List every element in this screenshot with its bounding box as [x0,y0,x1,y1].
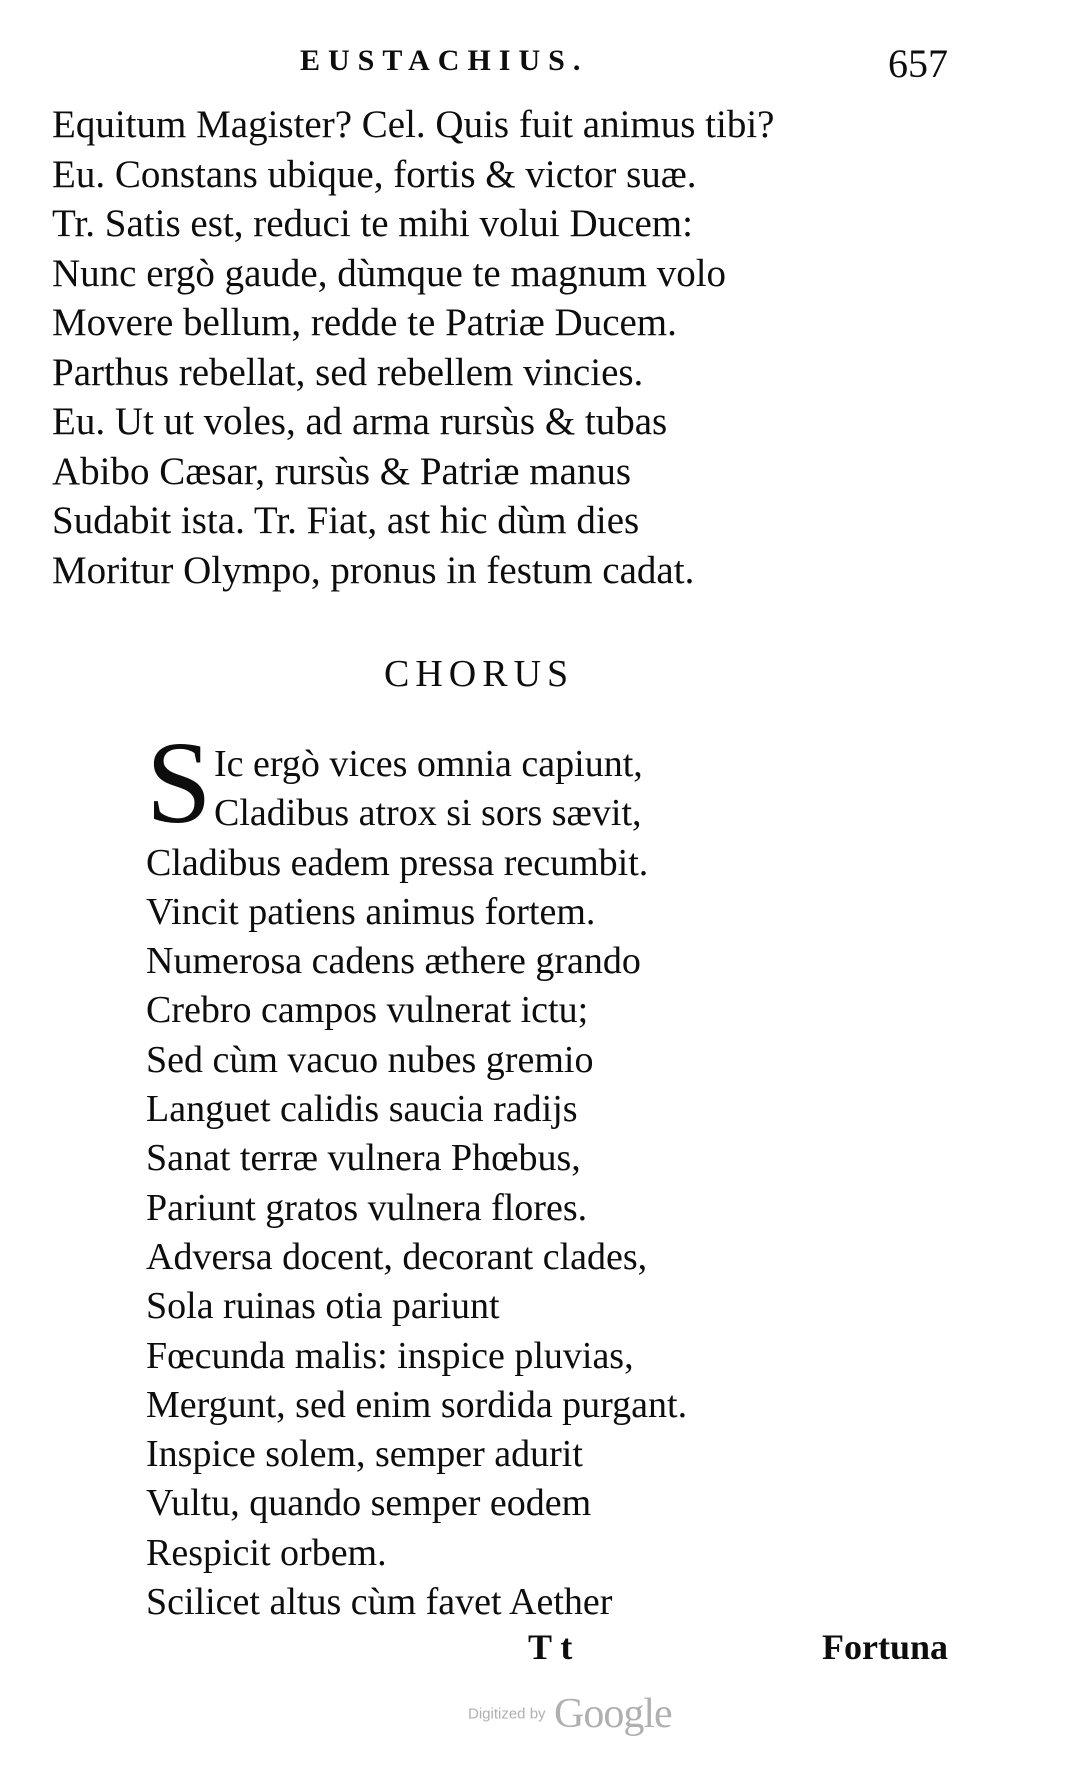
verse-line: Adversa docent, decorant clades, [146,1235,648,1278]
verse-line: Languet calidis saucia radijs [146,1088,578,1131]
verse-line: Respicit orbem. [146,1531,387,1574]
signature-mark: T t [528,1627,573,1667]
verse-line: Scilicet altus cùm favet Aether [146,1581,613,1624]
verse-line: Vincit patiens animus fortem. [146,890,596,933]
dialogue-line: Equitum Magister? Cel. Quis fuit animus tibi? [52,103,775,146]
dialogue-line: Eu. Constans ubique, fortis & victor suæ. [52,152,697,196]
dialogue-line: Sudabit ista. Tr. Fiat, ast hic dùm dies [52,499,640,542]
verse-line: Mergunt, sed enim sordida purgant. [146,1383,688,1426]
verse-line: Cladibus eadem pressa recumbit. [146,841,649,884]
dialogue-line: Parthus rebellat, sed rebellem vincies. [52,350,644,394]
verse-line: Cladibus atrox si sors sævit, [214,792,642,835]
drop-cap: S [146,717,212,848]
chorus-verse [146,740,1006,1627]
verse-line: Fœcunda malis: inspice pluvias, [146,1334,634,1377]
page-number: 657 [888,41,948,86]
running-head: EUSTACHIUS. [300,44,589,77]
verse-line: Inspice solem, semper adurit [146,1433,583,1476]
dialogue-line: Tr. Satis est, reduci te mihi volui Ducem: [52,202,693,245]
watermark-prefix: Digitized by [468,1705,546,1723]
dialogue-line: Nunc ergò gaude, dùmque te magnum volo [52,251,727,295]
dialogue-line: Abibo Cæsar, rursùs & Patriæ manus [52,449,632,493]
digitization-watermark [468,1690,672,1738]
verse-line: Sanat terræ vulnera Phœbus, [146,1137,581,1180]
verse-line: Crebro campos vulnerat ictu; [146,989,589,1032]
verse-line: Pariunt gratos vulnera flores. [146,1186,588,1229]
watermark-brand: Google [554,1691,672,1737]
verse-line: Sola ruinas otia pariunt [146,1285,500,1328]
dialogue-line: Movere bellum, redde te Patriæ Ducem. [52,301,677,344]
dialogue-line: Eu. Ut ut voles, ad arma rursùs & tubas [52,400,668,443]
dialogue-block [52,100,932,595]
verse-line: Vultu, quando semper eodem [146,1482,592,1525]
verse-line: Numerosa cadens æthere grando [146,940,641,983]
verse-line: Ic ergò vices omnia capiunt, [214,743,643,785]
dialogue-line: Moritur Olympo, pronus in festum cadat. [52,548,695,592]
chorus-title: CHORUS [384,653,575,695]
verse-line: Sed cùm vacuo nubes gremio [146,1038,594,1081]
catchword: Fortuna [822,1627,948,1667]
